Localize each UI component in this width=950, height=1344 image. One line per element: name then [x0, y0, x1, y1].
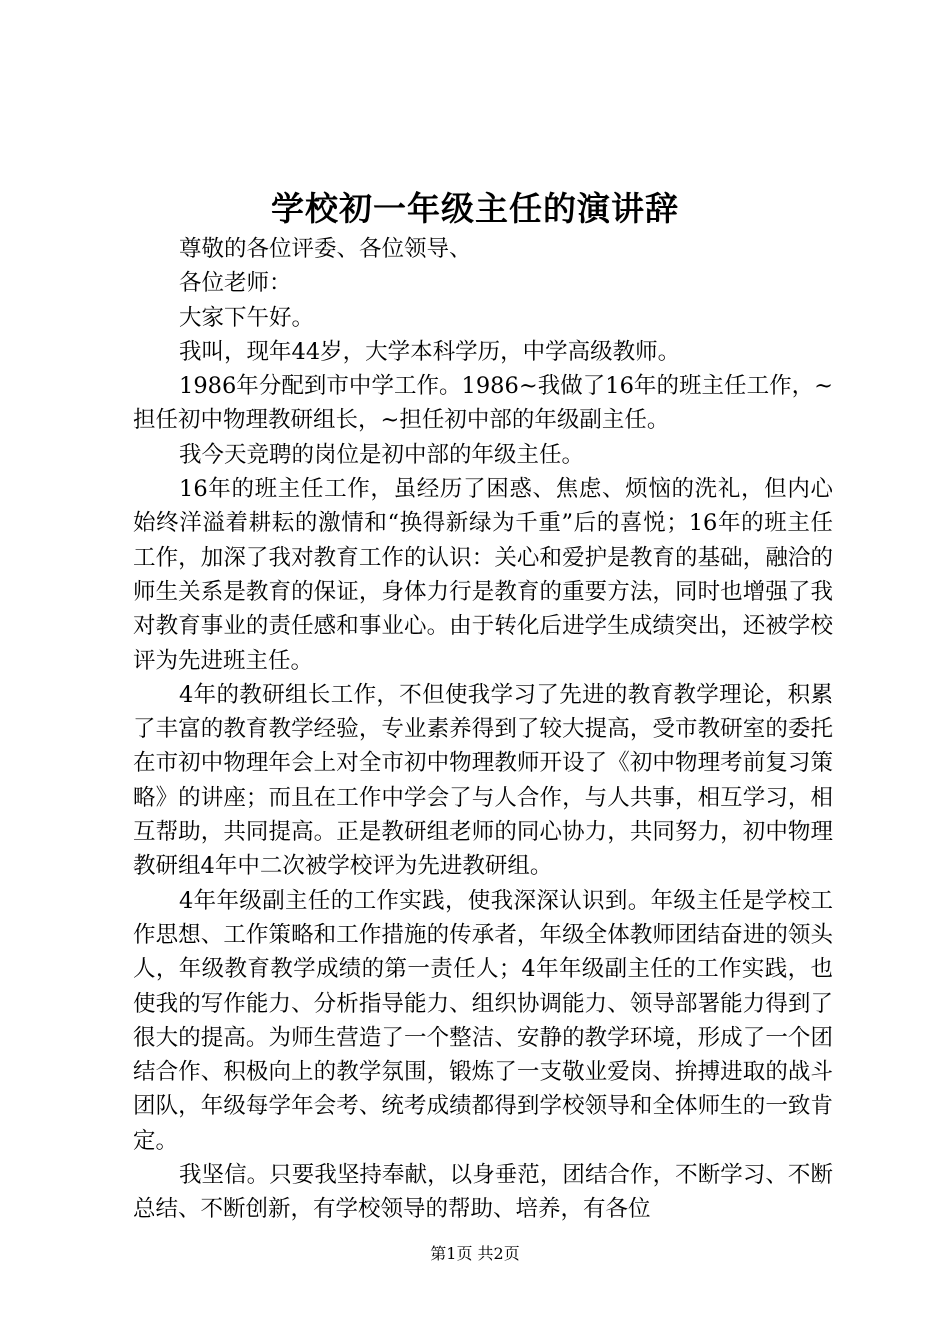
paragraph-salutation-2: 各位老师： [179, 270, 292, 297]
paragraph-salutation-1: 尊敬的各位评委、各位领导、 [179, 236, 472, 262]
paragraph-deputy-director: 4年年级副主任的工作实践，使我深深认识到。年级主任是学校工作思想、工作策略和工作措施的传承者，年级全体教师团结奋进的领头人，年级教育教学成绩的第一责任人；4年年级副主任的工作实践，也使我的写作能力、分析指导能力、组织协调能力、领导部署能力得到了很大的提高。为师生营造了一个整洁、安静的教学环境，形成了一个团结合作、积极向上的教学氛围，锻炼了一支敬业爱岗、拚搏进取的战斗团队，年级每学年会考、统考成绩都得到学校领导和全体师生的一致肯定。 [133, 887, 833, 1154]
page-footer [0, 1243, 950, 1265]
paragraph-research-lead: 4年的教研组长工作，不但使我学习了先进的教育教学理论，积累了丰富的教育教学经验，专业素养得到了较大提高，受市教研室的委托在市初中物理年会上对全市初中物理教师开设了《初中物理考前复习策略》的讲座；而且在工作中学会了与人合作，与人共事，相互学习，相互帮助，共同提高。正是教研组老师的同心协力，共同努力，初中物理教研组4年中二次被学校评为先进教研组。 [133, 681, 833, 880]
document-body [133, 232, 833, 1227]
paragraph-self-intro: 我叫，现年44岁，大学本科学历，中学高级教师。 [179, 338, 681, 365]
paragraph-head-teacher: 16年的班主任工作，虽经历了困惑、焦虑、烦恼的洗礼，但内心始终洋溢着耕耘的激情和“换得新绿为千重”后的喜悦；16年的班主任工作，加深了我对教育工作的认识：关心和爱护是教育的基础，融洽的师生关系是教育的保证，身体力行是教育的重要方法，同时也增强了我对教育事业的责任感和事业心。由于转化后进学生成绩突出，还被学校评为先进班主任。 [133, 476, 833, 674]
document-title: 学校初一年级主任的演讲辞 [271, 189, 679, 228]
paragraph-career: 1986年分配到市中学工作。1986~我做了16年的班主任工作，~担任初中物理教研组长，~担任初中部的年级副主任。 [133, 373, 833, 434]
paragraph-position: 我今天竞聘的岗位是初中部的年级主任。 [179, 441, 585, 468]
page-indicator: 第1页 共2页 [430, 1244, 520, 1263]
paragraph-greeting: 大家下午好。 [179, 304, 315, 331]
paragraph-belief: 我坚信。只要我坚持奉献，以身垂范，团结合作，不断学习、不断总结、不断创新，有学校领导的帮助、培养，有各位 [133, 1162, 833, 1223]
